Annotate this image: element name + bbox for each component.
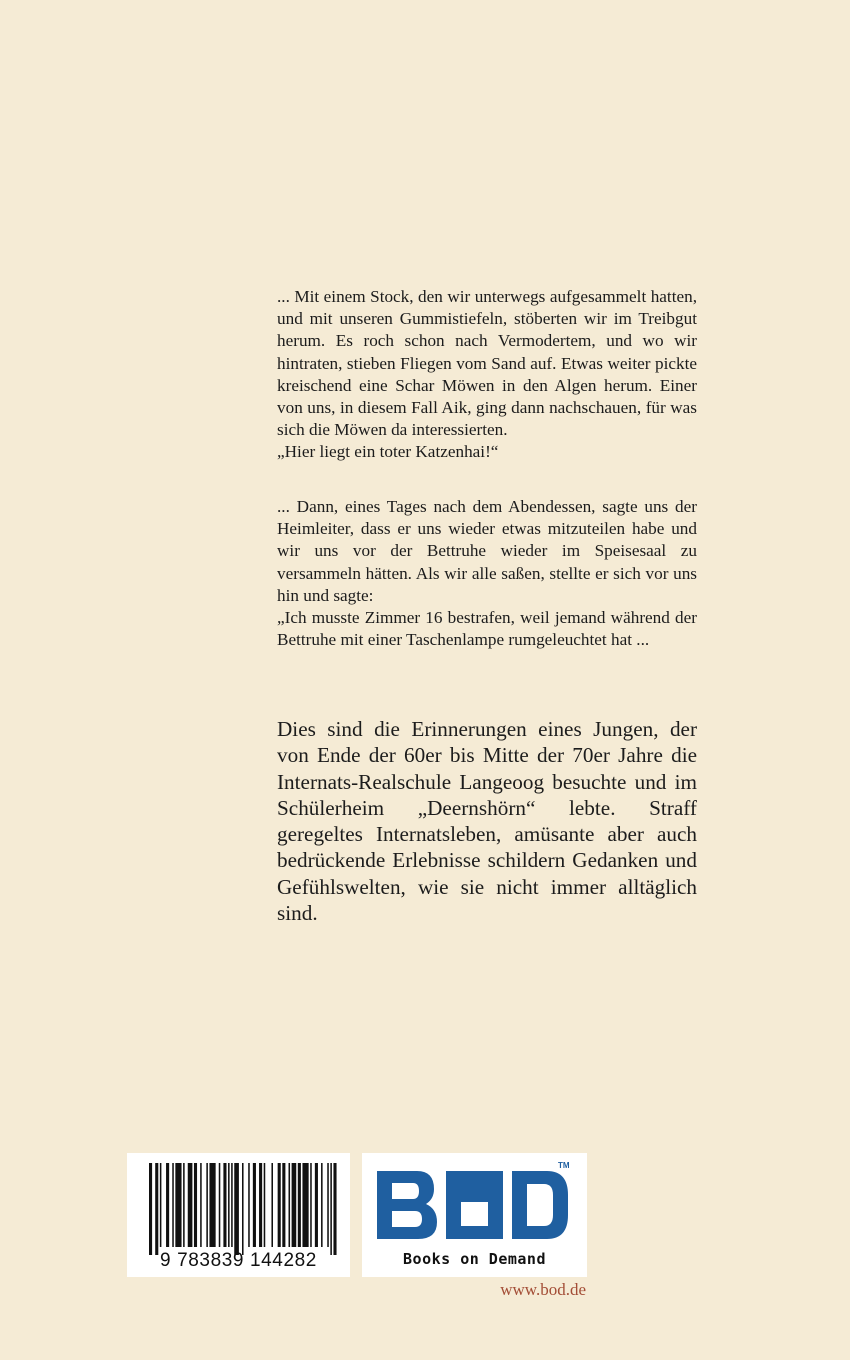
excerpt-2 bbox=[277, 496, 697, 651]
barcode-bar bbox=[253, 1163, 256, 1247]
excerpt-2-paragraph-1: ... Dann, eines Tages nach dem Abendessen, sagte uns der Heimleiter, dass er uns wieder etwas mitzuteilen habe und wir uns vor der Bettruhe wieder im Speisesaal zu versammeln hätten. Als wir alle saßen, stellte er sich vor uns hin und sagte: bbox=[277, 497, 697, 605]
blurb-text: Dies sind die Erinnerungen eines Jungen, der von Ende der 60er bis Mitte der 70er Jahre die Internats-Realschule Langeoog besuchte und im Schülerheim „Deernshörn“ lebte. Straff geregeltes Internatsleben, amüsante aber auch bedrückende Erlebnisse schildern Gedanken und Gefühlswelten, wie sie nicht immer alltäglich sind. bbox=[277, 717, 697, 926]
barcode-bar bbox=[302, 1163, 308, 1247]
publisher-logo bbox=[362, 1153, 587, 1277]
barcode-bar bbox=[149, 1163, 152, 1255]
barcode-bar bbox=[228, 1163, 230, 1247]
barcode-bar bbox=[282, 1163, 285, 1247]
trademark-symbol: TM bbox=[558, 1161, 570, 1170]
barcode-bar bbox=[289, 1163, 291, 1247]
barcode-bar bbox=[183, 1163, 185, 1247]
barcode-bar bbox=[242, 1163, 244, 1255]
barcode-bar bbox=[175, 1163, 181, 1247]
barcode-bar bbox=[278, 1163, 281, 1247]
barcode-bar bbox=[264, 1163, 266, 1247]
barcode-bar bbox=[172, 1163, 174, 1247]
barcode-bar bbox=[315, 1163, 318, 1247]
barcode-bar bbox=[310, 1163, 312, 1247]
barcode-bar bbox=[292, 1163, 297, 1247]
excerpt-1-paragraph-1: ... Mit einem Stock, den wir unterwegs aufgesammelt hatten, und mit unseren Gummistiefeln, stöberten wir im Treibgut herum. Es roch schon nach Vermodertem, und wo wir hintraten, stieben Fliegen vom Sand auf. Etwas weiter pickte kreischend eine Schar Möwen in den Algen herum. Einer von uns, in diesem Fall Aik, ging dann nachschauen, für was sich die Möwen da interessierten. bbox=[277, 287, 697, 440]
barcode-bar bbox=[209, 1163, 215, 1247]
book-blurb bbox=[277, 716, 697, 926]
barcode-bar bbox=[271, 1163, 273, 1247]
barcode-bar bbox=[160, 1163, 162, 1247]
barcode-bar bbox=[155, 1163, 158, 1255]
barcode-bar bbox=[327, 1163, 329, 1247]
barcode-bar bbox=[231, 1163, 233, 1247]
isbn-number: 9 783839 144282 bbox=[160, 1250, 317, 1271]
barcode-bar bbox=[166, 1163, 169, 1247]
publisher-website[interactable]: www.bod.de bbox=[500, 1280, 586, 1299]
barcode-bar bbox=[223, 1163, 226, 1247]
barcode-bar bbox=[248, 1163, 250, 1247]
barcode-bar bbox=[206, 1163, 208, 1247]
barcode-bar bbox=[298, 1163, 301, 1247]
publisher-tagline: Books on Demand bbox=[403, 1250, 546, 1268]
barcode-bar bbox=[188, 1163, 193, 1247]
barcode-bar bbox=[234, 1163, 239, 1255]
barcode-bar bbox=[333, 1163, 336, 1255]
excerpt-2-quote: „Ich musste Zimmer 16 bestrafen, weil jemand während der Bettruhe mit einer Taschenlampe rumgeleuchtet hat ... bbox=[277, 608, 697, 650]
isbn-barcode bbox=[127, 1153, 350, 1277]
excerpt-1 bbox=[277, 286, 697, 464]
barcode-bar bbox=[330, 1163, 332, 1255]
excerpt-1-quote: „Hier liegt ein toter Katzenhai!“ bbox=[277, 442, 499, 462]
barcode-bar bbox=[200, 1163, 202, 1247]
barcode-bar bbox=[194, 1163, 197, 1247]
barcode-bar bbox=[321, 1163, 323, 1247]
barcode-bar bbox=[219, 1163, 221, 1247]
barcode-bar bbox=[259, 1163, 262, 1247]
